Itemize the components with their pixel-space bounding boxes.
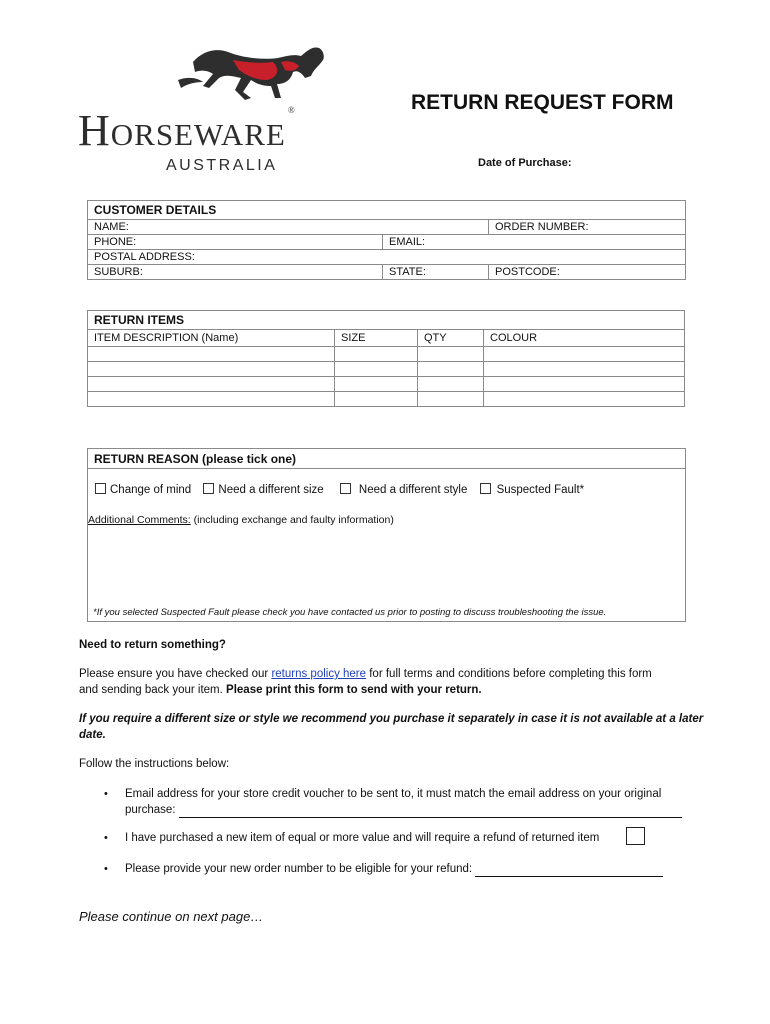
order-number-input-line[interactable] (475, 864, 663, 877)
option-different-style[interactable]: Need a different style (340, 483, 467, 496)
suburb-field[interactable]: SUBURB: (88, 265, 383, 280)
instructions-intro: Follow the instructions below: (79, 758, 230, 770)
table-cell[interactable] (88, 347, 335, 362)
checkbox-icon[interactable] (340, 483, 351, 494)
email-input-line[interactable] (179, 805, 682, 818)
returns-policy-link[interactable]: returns policy here (271, 668, 367, 680)
col-item-description: ITEM DESCRIPTION (Name) (88, 330, 335, 347)
table-cell[interactable] (88, 392, 335, 407)
continue-note: Please continue on next page… (79, 909, 264, 924)
table-row[interactable] (88, 377, 685, 392)
table-row[interactable] (88, 362, 685, 377)
checkbox-icon[interactable] (203, 483, 214, 494)
additional-comments-label[interactable]: Additional Comments: (including exchange and faulty information) (88, 514, 394, 526)
bullet-icon: • (104, 788, 108, 800)
table-cell[interactable] (484, 362, 685, 377)
brand-name: Horseware ® (78, 105, 296, 155)
email-field[interactable]: EMAIL: (383, 235, 686, 250)
instruction-email: Email address for your store credit voucher to be sent to, it must match the email address on your original purchase: (125, 786, 682, 818)
option-different-size[interactable]: Need a different size (203, 483, 323, 496)
reason-options (95, 483, 593, 496)
suspected-fault-note: *If you selected Suspected Fault please check you have contacted us prior to posting to discuss troubleshooting the issue. (93, 607, 607, 618)
name-field[interactable]: NAME: (88, 220, 489, 235)
phone-field[interactable]: PHONE: (88, 235, 383, 250)
table-cell[interactable] (88, 377, 335, 392)
table-cell[interactable] (335, 347, 418, 362)
option-suspected-fault[interactable]: Suspected Fault* (480, 483, 585, 496)
table-cell[interactable] (418, 392, 484, 407)
table-header-row (88, 330, 685, 347)
return-items-title: RETURN ITEMS (88, 311, 685, 330)
table-cell[interactable] (335, 377, 418, 392)
horse-logo-icon (173, 40, 373, 105)
brand-subtitle: AUSTRALIA (166, 157, 278, 174)
table-cell[interactable] (335, 392, 418, 407)
customer-details-table (87, 200, 686, 280)
size-style-note: If you require a different size or style we recommend you purchase it separately in case it is not available at a later date. (79, 713, 704, 741)
col-qty: QTY (418, 330, 484, 347)
order-number-field[interactable]: ORDER NUMBER: (489, 220, 686, 235)
table-cell[interactable] (418, 347, 484, 362)
table-cell[interactable] (418, 362, 484, 377)
return-reason-header (88, 449, 685, 469)
table-cell[interactable] (418, 377, 484, 392)
state-field[interactable]: STATE: (383, 265, 489, 280)
instruction-refund: I have purchased a new item of equal or more value and will require a refund of returned item (125, 832, 600, 844)
section-heading: Need to return something? (79, 639, 226, 651)
date-of-purchase-label: Date of Purchase: (478, 157, 572, 169)
bullet-icon: • (104, 863, 108, 875)
refund-checkbox[interactable] (626, 827, 645, 845)
form-title: RETURN REQUEST FORM (411, 91, 674, 114)
option-change-of-mind[interactable]: Change of mind (95, 483, 191, 496)
instruction-order-number: Please provide your new order number to be eligible for your refund: (125, 861, 663, 877)
bullet-icon: • (104, 832, 108, 844)
brand-logo (78, 40, 378, 180)
col-colour: COLOUR (484, 330, 685, 347)
postal-address-field[interactable]: POSTAL ADDRESS: (88, 250, 686, 265)
policy-paragraph: Please ensure you have checked our returns policy here for full terms and conditions before completing this form and sending back your item. Please print this form to send with your return. (79, 668, 652, 696)
return-reason-title: RETURN REASON (please tick one) (94, 452, 297, 466)
col-size: SIZE (335, 330, 418, 347)
checkbox-icon[interactable] (95, 483, 106, 494)
table-cell[interactable] (484, 347, 685, 362)
return-items-table (87, 310, 685, 407)
table-cell[interactable] (484, 377, 685, 392)
checkbox-icon[interactable] (480, 483, 491, 494)
table-cell[interactable] (484, 392, 685, 407)
table-row[interactable] (88, 392, 685, 407)
table-row[interactable] (88, 347, 685, 362)
table-cell[interactable] (88, 362, 335, 377)
return-reason-box (87, 448, 686, 622)
customer-details-title: CUSTOMER DETAILS (88, 201, 686, 220)
table-cell[interactable] (335, 362, 418, 377)
postcode-field[interactable]: POSTCODE: (489, 265, 686, 280)
